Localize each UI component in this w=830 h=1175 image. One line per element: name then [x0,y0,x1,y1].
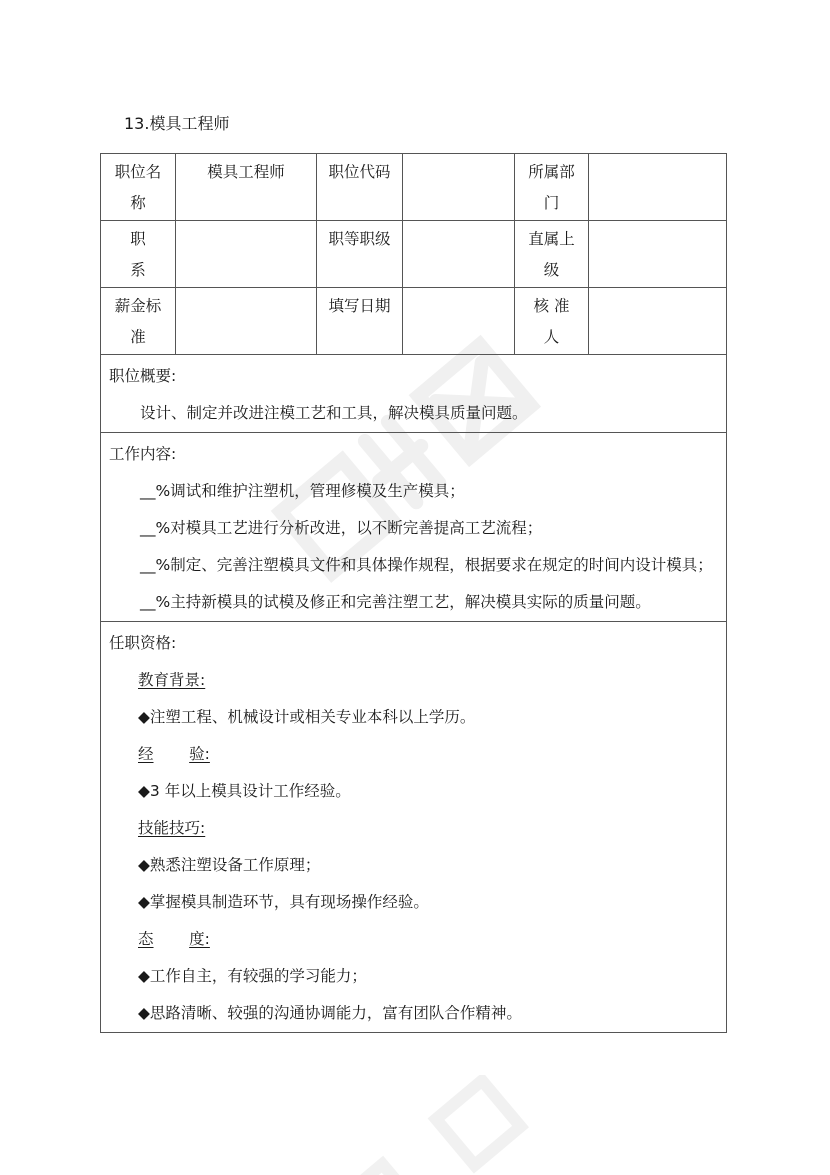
header-row-1 [101,154,726,221]
duties-label: 工作内容: [109,445,177,463]
position-name-label: 职位名称 [114,163,162,212]
skills-item: ◆掌握模具制造环节，具有现场操作经验。 [138,893,429,911]
document-title: 13.模具工程师 [124,114,230,133]
duty-item: __%调试和维护注塑机，管理修模及生产模具； [140,482,465,500]
job-family-value [176,221,317,287]
duties-section [101,433,726,622]
attitude-item: ◆思路清晰、较强的沟通协调能力，富有团队合作精神。 [138,1004,522,1022]
attitude-item: ◆工作自主，有较强的学习能力； [138,967,367,985]
salary-label: 薪金标准 [114,297,162,346]
education-item: ◆注塑工程、机械设计或相关专业本科以上学历。 [138,708,476,726]
education-heading: 教育背景: [138,671,206,689]
skills-heading: 技能技巧: [138,819,206,837]
qualifications-label: 任职资格: [109,634,177,652]
duty-item: __%主持新模具的试模及修正和完善注塑工艺，解决模具实际的质量问题。 [140,593,651,611]
position-name-value: 模具工程师 [176,154,317,220]
position-code-label: 职位代码 [317,154,403,220]
header-row-2 [101,221,726,288]
header-row-3 [101,288,726,355]
grade-label: 职等职级 [317,221,403,287]
position-code-value [403,154,515,220]
supervisor-value [589,221,726,287]
summary-label: 职位概要: [109,367,177,385]
experience-heading: 经 验: [138,745,210,763]
summary-section [101,355,726,433]
watermark-graphic-bottom [290,1075,590,1175]
approver-label: 核 准 人 [533,297,570,346]
department-label: 所属部门 [528,163,575,212]
approver-value [589,288,726,354]
attitude-heading: 态 度: [138,930,210,948]
fill-date-value [403,288,515,354]
job-description-form [100,153,727,1033]
supervisor-label: 直属上级 [528,230,575,279]
fill-date-label: 填写日期 [317,288,403,354]
duty-item: __%制定、完善注塑模具文件和具体操作规程，根据要求在规定的时间内设计模具； [140,556,713,574]
grade-value [403,221,515,287]
job-family-label: 职 系 [130,230,146,279]
duty-item: __%对模具工艺进行分析改进，以不断完善提高工艺流程； [140,519,543,537]
experience-item: ◆3 年以上模具设计工作经验。 [138,782,351,800]
summary-text: 设计、制定并改进注模工艺和工具，解决模具质量问题。 [140,404,528,422]
qualifications-section [101,622,726,1032]
department-value [589,154,726,220]
skills-item: ◆熟悉注塑设备工作原理； [138,856,321,874]
salary-value [176,288,317,354]
